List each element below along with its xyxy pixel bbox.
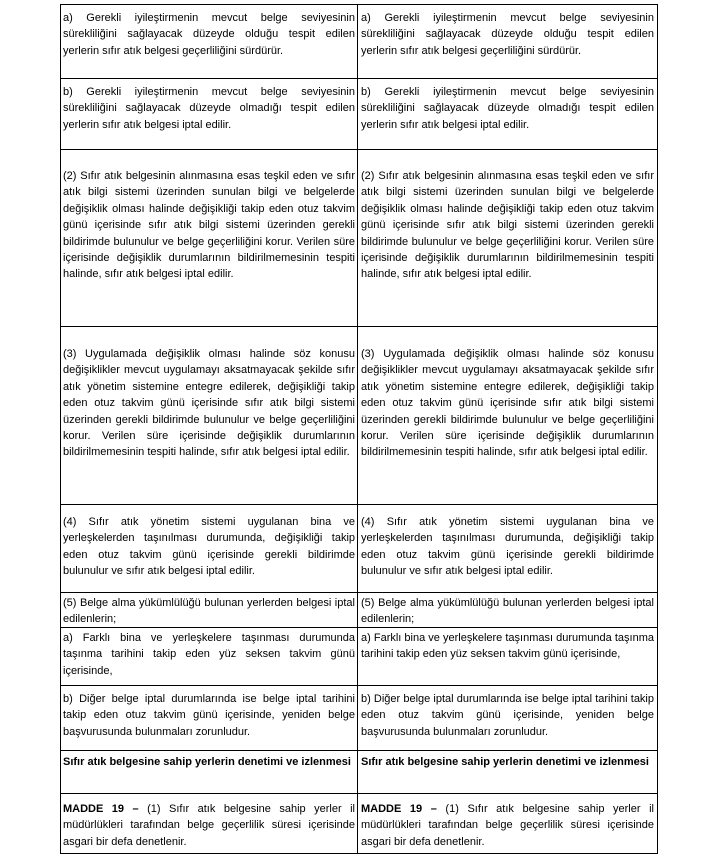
table-row bbox=[61, 685, 657, 750]
right-cell: a) Gerekli iyileştirmenin mevcut belge seviyesinin sürekliliğini sağlayacak düzeyde olduğu tespit edilen yerlerin sıfır atık belgesi geçerliliğini sürdürür. bbox=[361, 12, 654, 57]
left-cell: a) Gerekli iyileştirmenin mevcut belge seviyesinin sürekliliğini sağlayacak düzeyde olduğu tespit edilen yerlerin sıfır atık belgesi geçerliliğini sürdürür. bbox=[61, 5, 358, 78]
right-cell: b) Diğer belge iptal durumlarında ise belge iptal tarihini takip eden otuz takvim günü içerisinde, yeniden belge başvurusunda bulunmaları zorunludur. bbox=[361, 693, 654, 738]
left-cell: (5) Belge alma yükümlülüğü bulunan yerlerden belgesi iptal edilenlerin; bbox=[61, 593, 358, 627]
right-cell: (4) Sıfır atık yönetim sistemi uygulanan bina ve yerleşkelerden taşınılması durumunda, değişikliği takip eden otuz takvim günü içerisinde gerekli bildirimde bulunulur ve sıfır atık belgesi iptal edilir. bbox=[361, 516, 654, 578]
article-label: MADDE 19 – bbox=[361, 803, 437, 815]
left-cell: (4) Sıfır atık yönetim sistemi uygulanan bina ve yerleşkelerden taşınılması durumunda, değişikliği takip eden otuz takvim günü içerisinde gerekli bildirimde bulunulur ve sıfır atık belgesi iptal edilir. bbox=[61, 505, 358, 592]
right-cell: (5) Belge alma yükümlülüğü bulunan yerlerden belgesi iptal edilenlerin; bbox=[361, 597, 654, 626]
comparison-table bbox=[60, 4, 658, 854]
table-row bbox=[61, 750, 657, 793]
left-cell: (3) Uygulamada değişiklik olması halinde söz konusu değişiklikler mevcut uygulamayı aksatmayacak şekilde sıfır atık yönetim sistemine entegre edilerek, değişikliği takip eden otuz takvim günü içerisinde sıfır atık bilgi sistemi üzerinden gerekli bildirimde bulunulur ve belge geçerliliğini korur. Verilen süre içerisinde değişiklik durumlarının bildirilmemesinin tespiti halinde, sıfır atık belgesi iptal edilir. bbox=[61, 327, 358, 504]
left-cell bbox=[61, 794, 358, 853]
left-cell: b) Gerekli iyileştirmenin mevcut belge seviyesinin sürekliliğini sağlayacak düzeyde olmadığı tespit edilen yerlerin sıfır atık belgesi iptal edilir. bbox=[61, 79, 358, 149]
section-heading: Sıfır atık belgesine sahip yerlerin denetimi ve izlenmesi bbox=[61, 751, 358, 793]
right-cell: b) Gerekli iyileştirmenin mevcut belge seviyesinin sürekliliğini sağlayacak düzeyde olmadığı tespit edilen yerlerin sıfır atık belgesi iptal edilir. bbox=[361, 86, 654, 131]
table-row bbox=[61, 592, 657, 627]
table-row bbox=[61, 326, 657, 504]
table-row bbox=[61, 149, 657, 326]
table-row bbox=[61, 627, 657, 685]
table-row bbox=[61, 793, 657, 853]
article-text: (1) Sıfır atık belgesine sahip yerler il müdürlükleri tarafından belge geçerlilik süresi içerisinde asgari bir defa denetlenir. bbox=[63, 803, 355, 848]
section-heading: Sıfır atık belgesine sahip yerlerin denetimi ve izlenmesi bbox=[361, 756, 649, 768]
article-text: (1) Sıfır atık belgesine sahip yerler il müdürlükleri tarafından belge geçerlilik süresi içerisinde asgari bir defa denetlenir. bbox=[361, 803, 654, 848]
right-cell: a) Farklı bina ve yerleşkelere taşınması durumunda taşınma tarihini takip eden yüz seksen takvim günü içerisinde, bbox=[361, 632, 654, 661]
article-label: MADDE 19 – bbox=[63, 803, 139, 815]
table-row bbox=[61, 5, 657, 78]
left-cell: b) Diğer belge iptal durumlarında ise belge iptal tarihini takip eden otuz takvim günü içerisinde, yeniden belge başvurusunda bulunmaları zorunludur. bbox=[61, 686, 358, 750]
right-cell: (3) Uygulamada değişiklik olması halinde söz konusu değişiklikler mevcut uygulamayı aksatmayacak şekilde sıfır atık yönetim sistemine entegre edilerek, değişikliği takip eden otuz takvim günü içerisinde sıfır atık bilgi sistemi üzerinden gerekli bildirimde bulunulur ve belge geçerliliğini korur. Verilen süre içerisinde değişiklik durumlarının bildirilmemesinin tespiti halinde, sıfır atık belgesi iptal edilir. bbox=[361, 348, 654, 459]
right-cell: (2) Sıfır atık belgesinin alınmasına esas teşkil eden ve sıfır atık bilgi sistemi üzerinden sunulan bilgi ve belgelerde değişiklik olması halinde değişikliği takip eden otuz takvim günü içerisinde sıfır atık bilgi sistemi üzerinden gerekli bildirimde bulunulur ve belge geçerliliğini korur. Verilen süre içerisinde değişiklik durumlarının bildirilmemesinin tespiti halinde, sıfır atık belgesi iptal edilir. bbox=[361, 170, 654, 281]
right-cell bbox=[359, 794, 656, 850]
left-cell: (2) Sıfır atık belgesinin alınmasına esas teşkil eden ve sıfır atık bilgi sistemi üzerinden sunulan bilgi ve belgelerde değişiklik olması halinde değişikliği takip eden otuz takvim günü içerisinde sıfır atık bilgi sistemi üzerinden gerekli bildirimde bulunulur ve belge geçerliliğini korur. Verilen süre içerisinde değişiklik durumlarının bildirilmemesinin tespiti halinde, sıfır atık belgesi iptal edilir. bbox=[61, 150, 358, 326]
table-row bbox=[61, 504, 657, 592]
table-row bbox=[61, 78, 657, 149]
left-cell: a) Farklı bina ve yerleşkelere taşınması durumunda taşınma tarihini takip eden yüz seksen takvim günü içerisinde, bbox=[61, 628, 358, 685]
